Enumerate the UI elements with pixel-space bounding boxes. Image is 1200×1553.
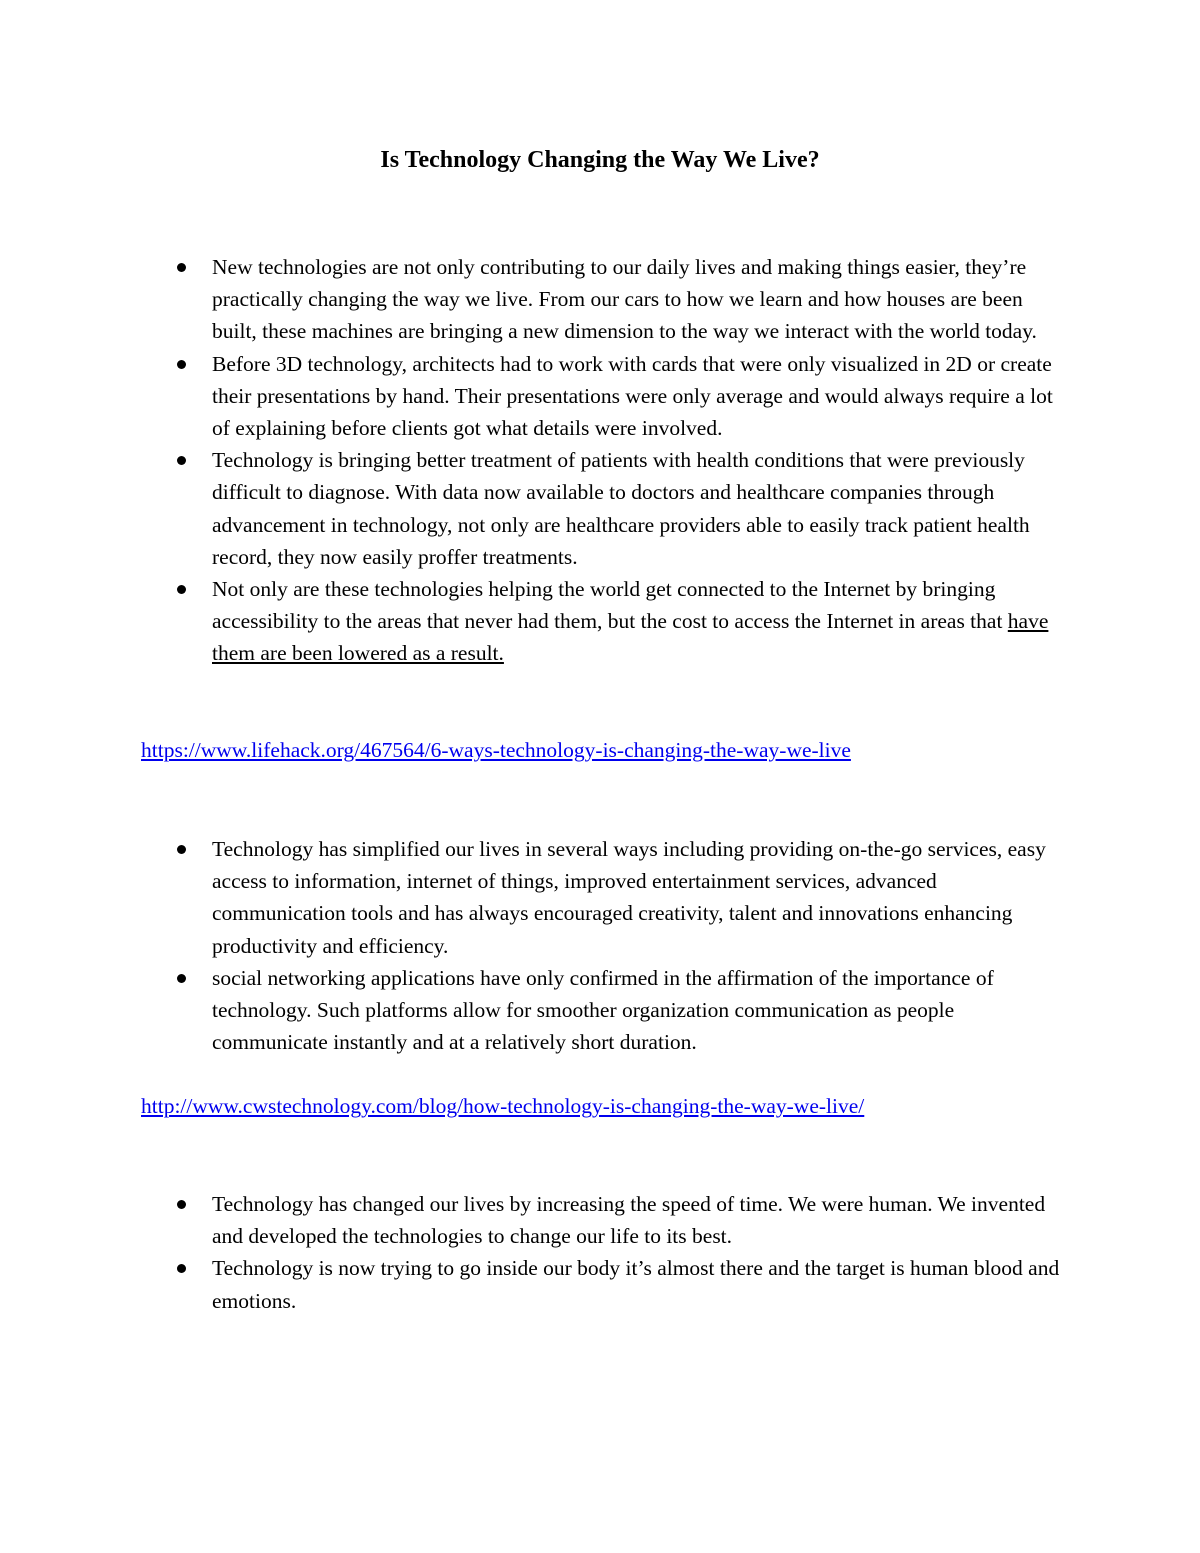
bullet-icon <box>177 360 186 369</box>
source-link-lifehack[interactable]: https://www.lifehack.org/467564/6-ways-technology-is-changing-the-way-we-live <box>141 738 851 762</box>
bullet-icon <box>177 456 186 465</box>
list-item <box>150 444 1060 573</box>
bullet-list-1 <box>150 251 1060 670</box>
bullet-list-3 <box>150 1188 1060 1317</box>
list-item-text: Technology is bringing better treatment of patients with health conditions that were previously difficult to diagnose. With data now available to doctors and healthcare companies through advancement in technology, not only are healthcare providers able to easily track patient health record, they now easily proffer treatments. <box>212 448 1030 569</box>
bullet-icon <box>177 585 186 594</box>
list-item-text: social networking applications have only confirmed in the affirmation of the importance of technology. Such platforms allow for smoother organization communication as people communicate instantly and at a relatively short duration. <box>212 965 994 1055</box>
list-item-text: Technology has simplified our lives in several ways including providing on-the-go services, easy access to information, internet of things, improved entertainment services, advanced communication tools and has always encouraged creativity, talent and innovations enhancing productivity and efficiency. <box>212 837 1046 958</box>
bullet-icon <box>177 1264 186 1273</box>
bullet-icon <box>177 974 186 983</box>
list-item <box>150 833 1060 962</box>
document-title: Is Technology Changing the Way We Live? <box>380 147 820 173</box>
bullet-icon <box>177 1200 186 1209</box>
list-item-text: Not only are these technologies helping the world get connected to the Internet by bringing accessibility to the areas that never had them, but the cost to access the Internet in areas that <box>212 577 1008 634</box>
list-item <box>150 1252 1060 1316</box>
list-item-text: New technologies are not only contributing to our daily lives and making things easier, they’re practically changing the way we live. From our cars to how we learn and how houses are been built, these machines are bringing a new dimension to the way we interact with the world today. <box>212 255 1037 344</box>
bullet-icon <box>177 263 186 272</box>
source-link-cwstechnology[interactable]: http://www.cwstechnology.com/blog/how-technology-is-changing-the-way-we-live/ <box>141 1094 865 1118</box>
list-item-text: Technology has changed our lives by increasing the speed of time. We were human. We invented and developed the technologies to change our life to its best. <box>212 1192 1046 1249</box>
bullet-icon <box>177 845 186 854</box>
underlined-text: have them are been lowered as a result. <box>212 609 1049 666</box>
list-item <box>150 348 1060 445</box>
list-item <box>150 251 1060 348</box>
bullet-list-2 <box>150 833 1060 1058</box>
list-item-text: Before 3D technology, architects had to work with cards that were only visualized in 2D or create their presentations by hand. Their presentations were only average and would always require a lot of explaining before clients got what details were involved. <box>212 351 1053 441</box>
list-item-text: Technology is now trying to go inside our body it’s almost there and the target is human blood and emotions. <box>212 1256 1060 1313</box>
list-item <box>150 962 1060 1059</box>
list-item <box>150 573 1060 670</box>
list-item <box>150 1188 1060 1252</box>
